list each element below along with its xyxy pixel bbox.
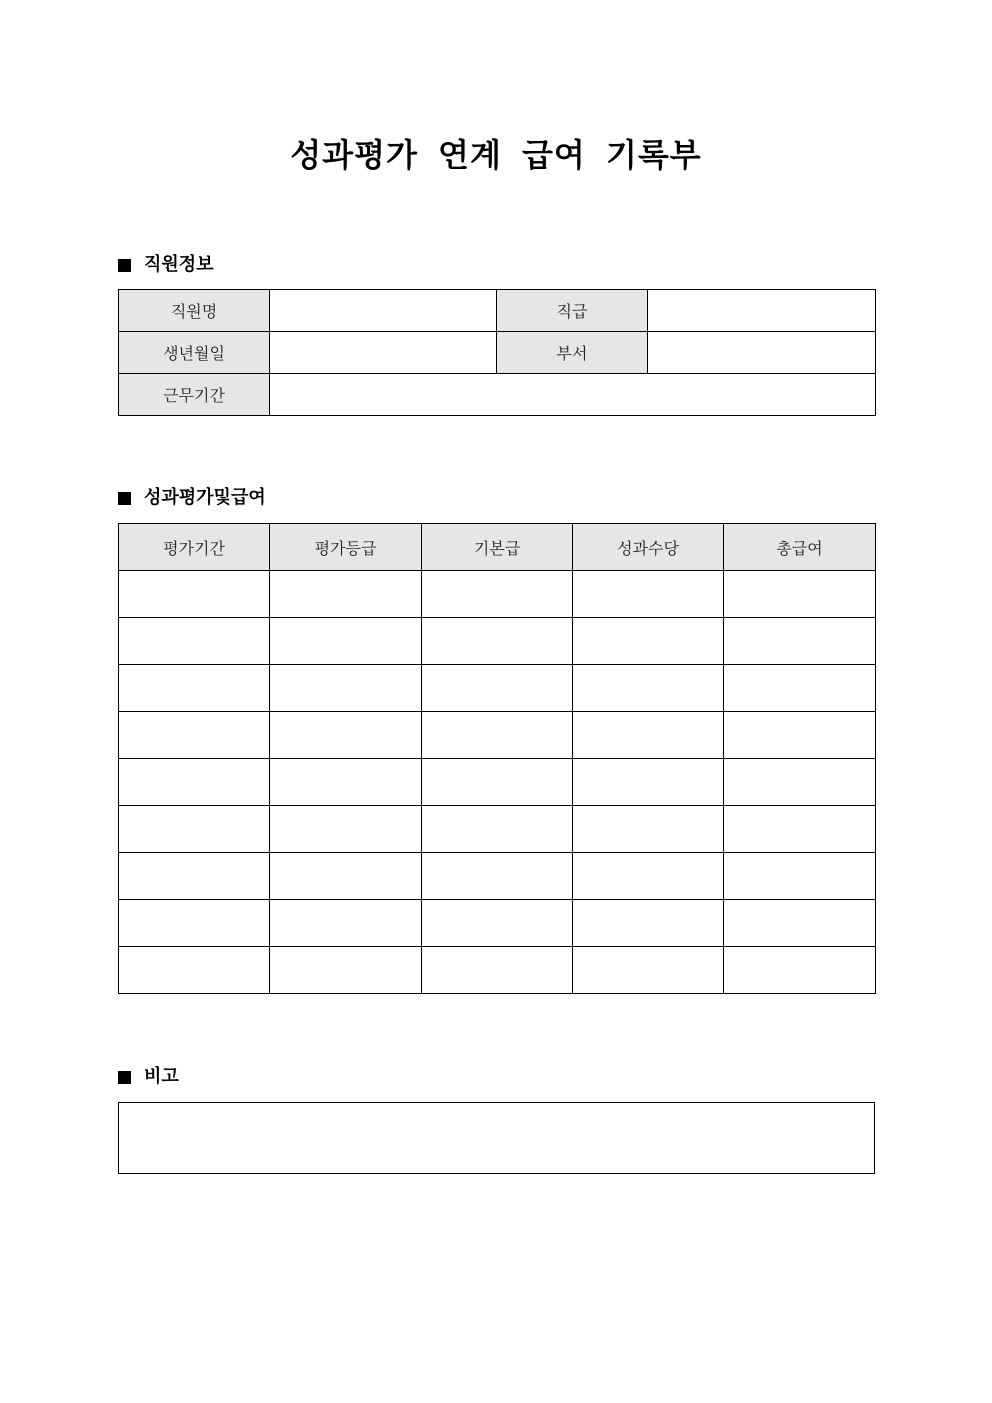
black-square-icon [118, 259, 131, 272]
table-cell[interactable] [724, 618, 876, 665]
table-cell[interactable] [573, 571, 724, 618]
table-cell[interactable] [724, 900, 876, 947]
table-cell[interactable] [422, 665, 573, 712]
table-cell[interactable] [270, 853, 422, 900]
table-cell[interactable] [422, 618, 573, 665]
table-cell[interactable] [270, 665, 422, 712]
department-field[interactable] [648, 332, 876, 374]
position-field[interactable] [648, 290, 876, 332]
black-square-icon [118, 492, 131, 505]
table-cell[interactable] [422, 853, 573, 900]
table-cell[interactable] [119, 900, 270, 947]
work-period-field[interactable] [270, 374, 876, 416]
table-cell[interactable] [119, 665, 270, 712]
table-header-row [119, 524, 876, 571]
table-row [119, 332, 876, 374]
table-row [119, 712, 876, 759]
employee-info-table [118, 289, 876, 416]
column-header-performance-bonus: 성과수당 [573, 524, 724, 571]
table-row [119, 618, 876, 665]
table-cell[interactable] [119, 853, 270, 900]
table-row [119, 665, 876, 712]
table-cell[interactable] [724, 665, 876, 712]
table-row [119, 290, 876, 332]
table-cell[interactable] [119, 947, 270, 994]
table-cell[interactable] [270, 900, 422, 947]
table-cell[interactable] [119, 571, 270, 618]
birth-date-label: 생년월일 [119, 332, 270, 374]
table-row [119, 900, 876, 947]
table-cell[interactable] [724, 571, 876, 618]
name-field[interactable] [270, 290, 497, 332]
section-heading-label: 성과평가및급여 [144, 487, 266, 508]
table-row [119, 806, 876, 853]
section-heading-performance-pay [118, 486, 266, 510]
table-cell[interactable] [422, 759, 573, 806]
table-cell[interactable] [573, 712, 724, 759]
page-title: 성과평가 연계 급여 기록부 [290, 136, 702, 174]
table-cell[interactable] [573, 806, 724, 853]
table-row [119, 374, 876, 416]
table-cell[interactable] [573, 618, 724, 665]
table-cell[interactable] [270, 712, 422, 759]
table-cell[interactable] [724, 947, 876, 994]
performance-pay-table [118, 523, 876, 994]
table-cell[interactable] [724, 853, 876, 900]
table-cell[interactable] [573, 759, 724, 806]
department-label: 부서 [497, 332, 648, 374]
table-cell[interactable] [270, 618, 422, 665]
table-cell[interactable] [270, 947, 422, 994]
table-cell[interactable] [573, 900, 724, 947]
section-heading-remarks [118, 1065, 179, 1089]
table-cell[interactable] [422, 947, 573, 994]
table-cell[interactable] [270, 806, 422, 853]
table-cell[interactable] [573, 947, 724, 994]
column-header-base-pay: 기본급 [422, 524, 573, 571]
table-cell[interactable] [270, 571, 422, 618]
section-heading-label: 직원정보 [144, 254, 214, 275]
name-label: 직원명 [119, 290, 270, 332]
table-cell[interactable] [422, 571, 573, 618]
column-header-total-pay: 총급여 [724, 524, 876, 571]
black-square-icon [118, 1071, 131, 1084]
table-cell[interactable] [573, 853, 724, 900]
table-row [119, 571, 876, 618]
table-cell[interactable] [119, 806, 270, 853]
table-cell[interactable] [724, 712, 876, 759]
table-cell[interactable] [724, 759, 876, 806]
column-header-eval-period: 평가기간 [119, 524, 270, 571]
work-period-label: 근무기간 [119, 374, 270, 416]
table-cell[interactable] [119, 712, 270, 759]
table-cell[interactable] [422, 900, 573, 947]
table-row [119, 947, 876, 994]
column-header-eval-grade: 평가등급 [270, 524, 422, 571]
table-cell[interactable] [724, 806, 876, 853]
table-cell[interactable] [422, 712, 573, 759]
section-heading-employee-info [118, 253, 214, 277]
table-cell[interactable] [422, 806, 573, 853]
table-row [119, 759, 876, 806]
position-label: 직급 [497, 290, 648, 332]
section-heading-label: 비고 [144, 1066, 179, 1087]
remarks-field[interactable] [118, 1102, 875, 1174]
table-cell[interactable] [270, 759, 422, 806]
table-cell[interactable] [119, 618, 270, 665]
birth-date-field[interactable] [270, 332, 497, 374]
table-cell[interactable] [573, 665, 724, 712]
table-row [119, 853, 876, 900]
table-cell[interactable] [119, 759, 270, 806]
